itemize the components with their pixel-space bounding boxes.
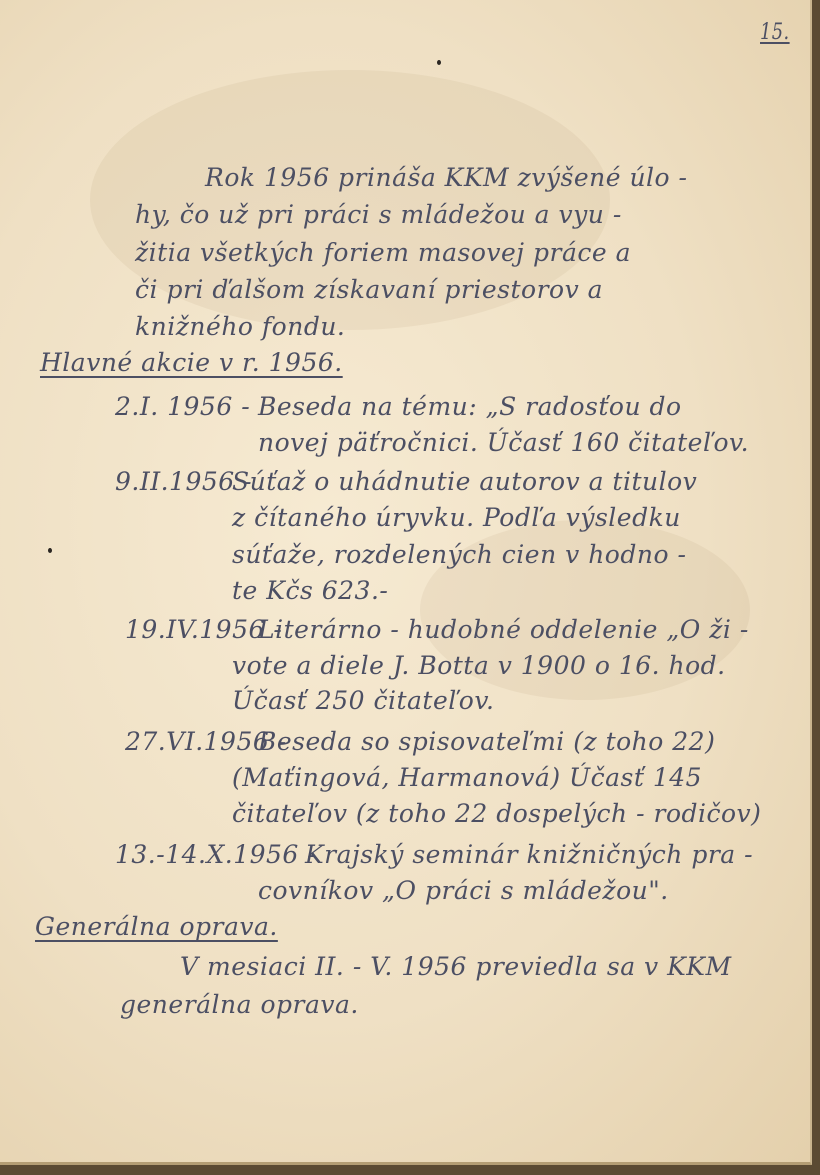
intro-line: či pri ďalšom získavaní priestorov a <box>135 275 604 304</box>
intro-line: hy, čo už pri práci s mládežou a vyu - <box>135 200 622 229</box>
page-number: 15. <box>760 20 790 45</box>
ink-dot <box>48 548 52 553</box>
intro-line: Rok 1956 prináša KKM zvýšené úlo - <box>205 163 688 192</box>
event-date: 13.-14.X.1956 - <box>115 840 317 869</box>
event-date: 19.IV.1956 - <box>125 615 283 644</box>
ink-dot <box>437 60 441 65</box>
event-date: 27.VI.1956 - <box>125 727 287 756</box>
event-line: (Maťingová, Harmanová) Účasť 145 <box>232 763 703 792</box>
event-line: Literárno - hudobné oddelenie „O ži - <box>258 615 749 644</box>
event-line: Účasť 250 čitateľov. <box>232 686 495 715</box>
event-line: covníkov „O práci s mládežou". <box>258 876 669 905</box>
event-line: z čítaného úryvku. Podľa výsledku <box>232 503 681 532</box>
repair-line: V mesiaci II. - V. 1956 previedla sa v KKM <box>180 952 732 981</box>
event-line: Beseda so spisovateľmi (z toho 22) <box>258 727 716 756</box>
event-line: čitateľov (z toho 22 dospelých - rodičov) <box>232 799 762 828</box>
event-line: súťaže, rozdelených cien v hodno - <box>232 540 687 569</box>
event-line: te Kčs 623.- <box>232 576 389 605</box>
intro-line: žitia všetkých foriem masovej práce a <box>135 238 631 267</box>
intro-line: knižného fondu. <box>135 312 346 341</box>
event-line: Krajský seminár knižničných pra - <box>305 840 754 869</box>
event-date: 2.I. 1956 - <box>115 392 251 421</box>
section-title-repair: Generálna oprava. <box>35 912 278 941</box>
event-date: 9.II.1956 - <box>115 467 253 496</box>
repair-line: generálna oprava. <box>120 990 359 1019</box>
event-line: Beseda na tému: „S radosťou do <box>258 392 682 421</box>
event-line: novej päťročnici. Účasť 160 čitateľov. <box>258 428 750 457</box>
event-line: Súťaž o uhádnutie autorov a titulov <box>232 467 698 496</box>
section-title-main-events: Hlavné akcie v r. 1956. <box>40 348 343 377</box>
event-line: vote a diele J. Botta v 1900 o 16. hod. <box>232 651 726 680</box>
